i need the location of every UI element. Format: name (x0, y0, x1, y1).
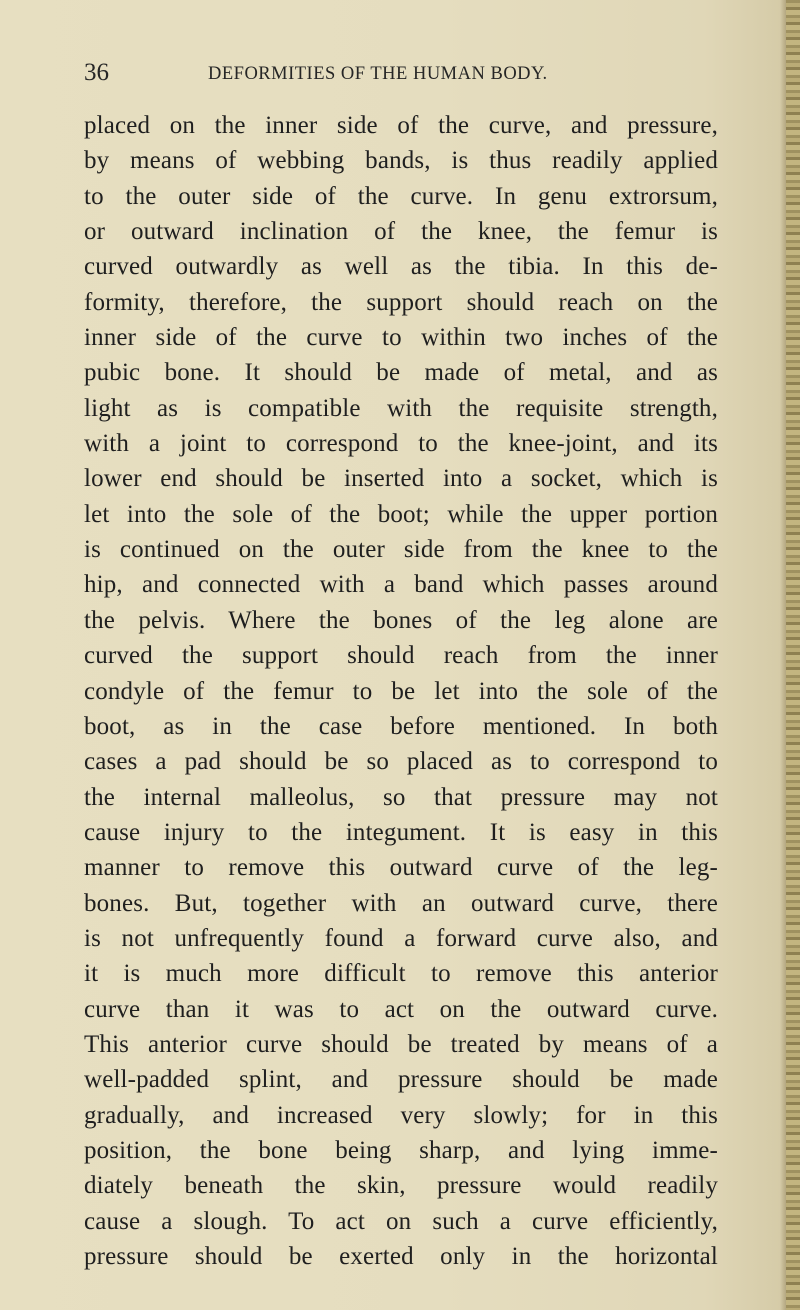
text-line: placed on the inner side of the curve, and pressure, (84, 112, 718, 139)
text-line: This anterior curve should be treated by means of a (84, 1030, 718, 1058)
text-line: well-padded splint, and pressure should be made (84, 1066, 718, 1094)
text-line: with a joint to correspond to the knee-joint, and its (84, 430, 718, 458)
text-line: pressure should be exerted only in the horizontal (84, 1243, 718, 1270)
text-line: light as is compatible with the requisite strength, (84, 394, 718, 422)
text-line: to the outer side of the curve. In genu extrorsum, (84, 182, 718, 210)
text-line: position, the bone being sharp, and lying imme- (84, 1136, 718, 1164)
text-line: bones. But, together with an outward curve, there (84, 889, 718, 917)
text-line: by means of webbing bands, is thus readily applied (84, 147, 718, 175)
page-header (84, 58, 718, 88)
text-line: diately beneath the skin, pressure would readily (84, 1172, 718, 1200)
text-line: is continued on the outer side from the knee to the (84, 536, 718, 564)
text-line: inner side of the curve to within two inches of the (84, 324, 718, 352)
text-line: hip, and connected with a band which passes around (84, 571, 718, 599)
page-number: 36 (84, 59, 109, 86)
text-line: cases a pad should be so placed as to correspond to (84, 748, 718, 776)
text-line: lower end should be inserted into a socket, which is (84, 465, 718, 493)
text-line: gradually, and increased very slowly; for in this (84, 1101, 718, 1129)
text-line: formity, therefore, the support should reach on the (84, 288, 718, 316)
text-line: the pelvis. Where the bones of the leg alone are (84, 606, 718, 634)
text-line: condyle of the femur to be let into the sole of the (84, 677, 718, 705)
text-line: let into the sole of the boot; while the upper portion (84, 500, 718, 528)
text-line: curved outwardly as well as the tibia. In this de- (84, 253, 718, 281)
text-line: cause injury to the integument. It is easy in this (84, 818, 718, 846)
text-line: it is much more difficult to remove this anterior (84, 960, 718, 988)
text-line: boot, as in the case before mentioned. In both (84, 712, 718, 740)
body-text (84, 108, 718, 1274)
text-line: curve than it was to act on the outward curve. (84, 995, 718, 1023)
running-head: DEFORMITIES OF THE HUMAN BODY. (208, 64, 548, 84)
text-line: pubic bone. It should be made of metal, and as (84, 359, 718, 387)
page-edge (786, 0, 800, 1310)
text-line: manner to remove this outward curve of the leg- (84, 854, 718, 882)
text-line: the internal malleolus, so that pressure may not (84, 783, 718, 811)
text-line: curved the support should reach from the inner (84, 642, 718, 670)
text-line: or outward inclination of the knee, the femur is (84, 218, 718, 246)
text-line: cause a slough. To act on such a curve efficiently, (84, 1207, 718, 1235)
text-line: is not unfrequently found a forward curve also, and (84, 924, 718, 952)
